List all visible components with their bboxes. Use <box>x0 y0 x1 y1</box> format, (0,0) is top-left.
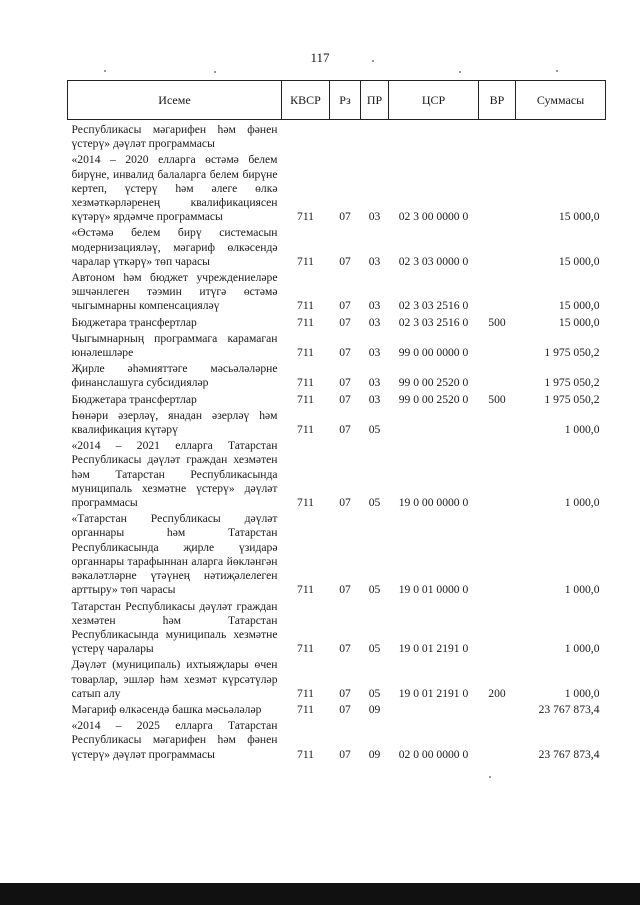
table-row <box>68 226 606 271</box>
cell-rz: 07 <box>339 376 351 390</box>
cell-sum: 1 000,0 <box>564 496 600 510</box>
cell-pr: 03 <box>368 210 381 224</box>
table-row <box>68 271 606 316</box>
table-row <box>68 719 606 764</box>
cell-kvsr: 711 <box>297 642 314 656</box>
cell-sum: 1 975 050,2 <box>544 392 600 406</box>
cell-vr <box>479 409 516 439</box>
cell-name: Дәүләт (муниципаль) ихтыяҗлары өчен товарлар, эшләр һәм хезмәт күрсәтүләр сатып алу <box>71 658 278 700</box>
cell-name: «2014 – 2020 елларга өстәмә белем бирүне, инвалид балаларга белем бирүне кертеп, үстерү һәм әлеге өлкә хезмәткәрләренең квалификациясен күтәрү» ярдәмче программасы <box>71 153 278 224</box>
cell-rz: 07 <box>339 702 351 716</box>
table-row <box>68 439 606 512</box>
cell-rz: 07 <box>339 496 351 510</box>
cell-name: Татарстан Республикасы дәүләт граждан хезмәтен һәм Татарстан Республикасында муниципаль хезмәтне үстерү чаралары <box>71 599 278 656</box>
cell-sum: 1 000,0 <box>564 642 600 656</box>
cell-pr: 09 <box>368 747 381 761</box>
cell-csr: 99 0 00 2520 0 <box>398 376 469 390</box>
scan-speck <box>104 70 106 72</box>
cell-vr <box>479 332 516 362</box>
scan-speck <box>459 71 461 73</box>
cell-vr <box>479 703 516 719</box>
header-rz: Рз <box>330 81 361 120</box>
cell-vr <box>479 600 516 659</box>
cell-name: Автоном һәм бюджет учреждениеләре эшчәнлеген тәэмин итүгә өстәмә чыгымнарны компенсацияләү <box>71 271 278 313</box>
cell-csr <box>389 703 479 719</box>
cell-kvsr: 711 <box>297 702 314 716</box>
cell-kvsr: 711 <box>297 583 314 597</box>
cell-rz: 07 <box>339 747 351 761</box>
budget-table <box>67 80 606 764</box>
cell-sum: 1 975 050,2 <box>544 376 600 390</box>
cell-kvsr: 711 <box>297 346 314 360</box>
header-vr: ВР <box>479 81 516 120</box>
cell-pr: 03 <box>368 254 381 268</box>
cell-rz: 07 <box>339 315 351 329</box>
cell-rz: 07 <box>339 583 351 597</box>
cell-csr: 02 3 00 0000 0 <box>398 210 469 224</box>
cell-csr <box>389 120 479 154</box>
cell-csr: 02 3 03 2516 0 <box>398 299 469 313</box>
cell-csr: 02 0 00 0000 0 <box>398 747 469 761</box>
cell-vr <box>479 153 516 226</box>
cell-rz: 07 <box>339 642 351 656</box>
cell-vr: 500 <box>488 315 506 329</box>
cell-csr: 02 3 03 0000 0 <box>398 254 469 268</box>
cell-vr <box>479 719 516 764</box>
cell-sum: 15 000,0 <box>558 254 600 268</box>
page-number: 117 <box>310 50 330 65</box>
cell-kvsr: 711 <box>297 376 314 390</box>
cell-kvsr: 711 <box>297 299 314 313</box>
cell-pr: 03 <box>368 315 381 329</box>
cell-kvsr: 711 <box>297 392 314 406</box>
cell-rz <box>330 120 361 154</box>
cell-pr: 09 <box>368 702 381 716</box>
cell-name: «Өстәмә белем бирү системасын модернизацияләү, мәгариф өлкәсендә чаралар үткәрү» төп чарасы <box>71 226 278 268</box>
cell-pr: 05 <box>368 423 381 437</box>
cell-sum: 1 000,0 <box>564 686 600 700</box>
cell-kvsr: 711 <box>297 496 314 510</box>
table-row <box>68 600 606 659</box>
cell-vr <box>479 439 516 512</box>
cell-name: Җирле әһәмияттәге мәсьәләләрне финанслашуга субсидияләр <box>71 362 278 390</box>
cell-kvsr: 711 <box>297 747 314 761</box>
cell-sum: 1 000,0 <box>564 583 600 597</box>
header-pr: ПР <box>361 81 389 120</box>
cell-vr <box>479 120 516 154</box>
cell-sum: 1 975 050,2 <box>544 346 600 360</box>
cell-name: «2014 – 2021 елларга Татарстан Республикасы дәүләт граждан хезмәтен һәм Татарстан Республикасында муниципаль хезмәтне үстерү» дәүләт программасы <box>71 439 278 510</box>
cell-sum: 15 000,0 <box>558 315 600 329</box>
cell-csr: 19 0 01 2191 0 <box>398 686 469 700</box>
table-row <box>68 409 606 439</box>
cell-rz: 07 <box>339 346 351 360</box>
cell-csr: 99 0 00 0000 0 <box>398 346 469 360</box>
cell-kvsr: 711 <box>297 315 314 329</box>
table-row <box>68 658 606 703</box>
header-name: Исеме <box>68 81 282 120</box>
scan-speck <box>556 70 558 72</box>
cell-vr: 200 <box>488 686 506 700</box>
scan-speck <box>372 60 374 62</box>
table-row <box>68 393 606 409</box>
cell-sum: 23 767 873,4 <box>538 702 600 716</box>
cell-csr: 19 0 00 0000 0 <box>398 496 469 510</box>
scan-speck <box>214 71 216 73</box>
cell-sum: 15 000,0 <box>558 299 600 313</box>
cell-kvsr: 711 <box>297 686 314 700</box>
table-body <box>68 120 606 764</box>
table-row <box>68 316 606 332</box>
cell-sum <box>516 120 606 154</box>
cell-pr <box>361 120 389 154</box>
cell-rz: 07 <box>339 686 351 700</box>
table-row <box>68 703 606 719</box>
cell-pr: 03 <box>368 376 381 390</box>
cell-vr <box>479 271 516 316</box>
table-row <box>68 332 606 362</box>
cell-pr: 03 <box>368 392 381 406</box>
cell-vr <box>479 226 516 271</box>
cell-name: Мәгариф өлкәсендә башка мәсьәләләр <box>71 702 262 716</box>
table-row <box>68 153 606 226</box>
cell-name: Бюджетара трансфертлар <box>71 392 197 406</box>
table-row <box>68 362 606 392</box>
cell-kvsr: 711 <box>297 423 314 437</box>
cell-csr: 19 0 01 0000 0 <box>398 583 469 597</box>
cell-kvsr <box>282 120 330 154</box>
cell-pr: 05 <box>368 642 381 656</box>
table-row <box>68 120 606 154</box>
cell-pr: 05 <box>368 496 381 510</box>
table-header-row <box>68 81 606 120</box>
header-kvsr: КВСР <box>282 81 330 120</box>
cell-rz: 07 <box>339 254 351 268</box>
cell-rz: 07 <box>339 423 351 437</box>
cell-vr <box>479 512 516 599</box>
cell-vr <box>479 362 516 392</box>
cell-name: Бюджетара трансфертлар <box>71 315 197 329</box>
table-row <box>68 512 606 599</box>
cell-rz: 07 <box>339 210 351 224</box>
cell-kvsr: 711 <box>297 210 314 224</box>
cell-pr: 05 <box>368 686 381 700</box>
scan-border <box>0 883 640 905</box>
cell-csr: 02 3 03 2516 0 <box>398 315 469 329</box>
cell-csr <box>389 409 479 439</box>
cell-sum: 15 000,0 <box>558 210 600 224</box>
cell-name: «2014 – 2025 елларга Татарстан Республикасы мәгарифен һәм фәнен үстерү» дәүләт программасы <box>71 719 278 761</box>
cell-kvsr: 711 <box>297 254 314 268</box>
cell-csr: 99 0 00 2520 0 <box>398 392 469 406</box>
cell-rz: 07 <box>339 392 351 406</box>
cell-rz: 07 <box>339 299 351 313</box>
cell-name: Республикасы мәгарифен һәм фәнен үстерү» дәүләт программасы <box>71 123 278 151</box>
cell-name: Чыгымнарның программага карамаган юнәлешләре <box>71 331 278 360</box>
header-csr: ЦСР <box>389 81 479 120</box>
cell-csr: 19 0 01 2191 0 <box>398 642 469 656</box>
cell-name: «Татарстан Республикасы дәүләт органнары һәм Татарстан Республикасында җирле үзидарә органнары тарафыннан аларга йөкләнгән вәкаләтләрне үтәүнең нәтиҗәлелеген арттыру» төп чарасы <box>71 512 278 597</box>
header-sum: Суммасы <box>516 81 606 120</box>
cell-pr: 03 <box>368 346 381 360</box>
cell-name: Һөнәри әзерләү, янадан әзерләү һәм квалификация күтәрү <box>71 408 278 437</box>
scan-speck <box>489 776 491 778</box>
cell-sum: 23 767 873,4 <box>538 747 600 761</box>
cell-vr: 500 <box>488 392 506 406</box>
cell-pr: 03 <box>368 299 381 313</box>
cell-pr: 05 <box>368 583 381 597</box>
cell-sum: 1 000,0 <box>564 423 600 437</box>
